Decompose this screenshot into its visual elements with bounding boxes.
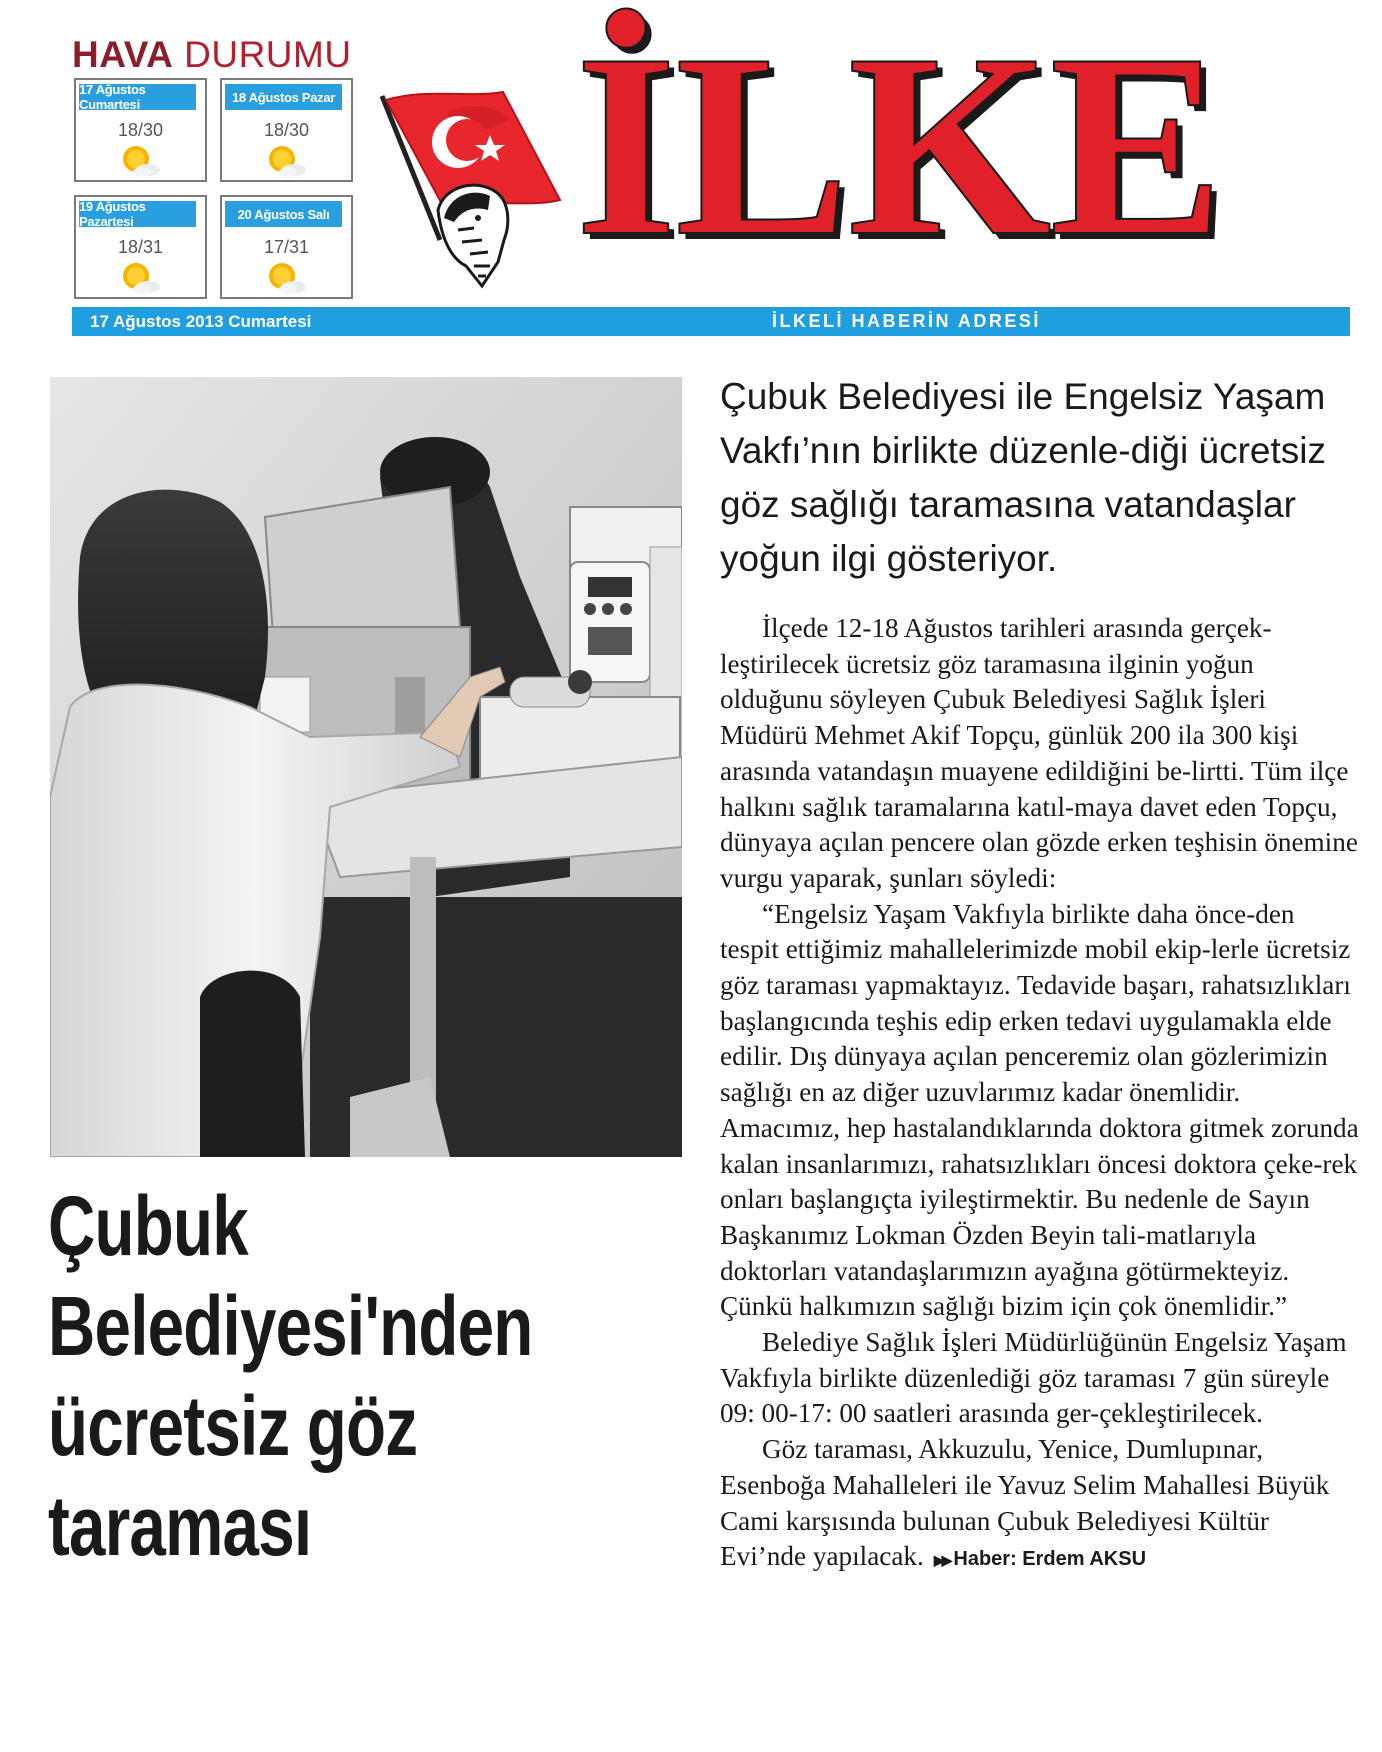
article-paragraph-last xyxy=(720,1432,1360,1579)
article-paragraph: Belediye Sağlık İşleri Müdürlüğünün Engelsiz Yaşam Vakfıyla birlikte düzenlediği göz taraması 7 gün süreyle 09: 00-17: 00 saatleri arasında ger-çekleştirilecek. xyxy=(720,1327,1347,1429)
article-paragraph: “Engelsiz Yaşam Vakfıyla birlikte daha önce-den tespit ettiğimiz mahallelerimizde mobil ekip-lerle ücretsiz göz taraması yapmaktayız. Tedavide başarı, rahatsızlıkları başlangıcında teşhis edip erken tedavi uygulamakla elde edilir. Dış dünyaya açılan penceremiz olan gözlerimizin sağlığı en az diğer uzuvlarımız kadar önemlidir. Amacımız, hep hastalandıklarında doktora gitmek zorunda kalan insanlarımızı, rahatsızlıkları öncesi doktora çeke-rek onları başlangıçta iyileştirmektir. Bu nedenle de Sayın Başkanımız Lokman Özden Beyin tali-matlarıyla doktorları vatandaşlarımızın ayağına götürmekteyiz. Çünkü halkımızın sağlığı bizim için çok önemlidir.” xyxy=(720,898,1359,1322)
masthead-strip xyxy=(72,307,1350,336)
partly-sunny-icon xyxy=(264,260,308,296)
masthead-logo: İLKE xyxy=(575,0,1223,290)
article-lead: Çubuk Belediyesi ile Engelsiz Yaşam Vakfı’nın birlikte düzenle-diği ücretsiz göz sağlığı taramasına vatandaşlar yoğun ilgi gösteriyor. xyxy=(720,376,1326,579)
weather-day-card xyxy=(74,78,207,182)
weather-title-part2: DURUMU xyxy=(184,34,352,75)
article-headline xyxy=(48,1176,688,1576)
masthead-slogan: İLKELİ HABERİN ADRESİ xyxy=(772,311,1041,331)
weather-title-part1: HAVA xyxy=(72,34,174,75)
weather-day-temp: 18/30 xyxy=(117,120,164,140)
weather-day-label: 17 Ağustos Cumartesi xyxy=(79,84,196,110)
article-paragraph: Göz taraması, Akkuzulu, Yenice, Dumlupınar, Esenboğa Mahalleleri ile Yavuz Selim Mahallesi Büyük Cami karşısında bulunan Çubuk Belediyesi Kültür Evi’nde yapılacak. xyxy=(720,1434,1330,1572)
weather-day-temp: 18/31 xyxy=(117,237,164,257)
weather-day-card xyxy=(74,195,207,299)
issue-date: 17 Ağustos 2013 Cumartesi xyxy=(90,311,312,331)
weather-day-label: 18 Ağustos Pazar xyxy=(225,84,342,110)
headline-line-2: ücretsiz göz taraması xyxy=(48,1379,418,1573)
double-arrow-icon: ▶▶ xyxy=(933,1552,950,1569)
partly-sunny-icon xyxy=(118,260,162,296)
article-paragraph: İlçede 12-18 Ağustos tarihleri arasında gerçek-leştirilecek ücretsiz göz taramasına ilginin yoğun olduğunu söyleyen Çubuk Belediyesi Sağlık İşleri Müdürü Mehmet Akif Topçu, günlük 200 ila 300 kişi arasında vatandaşın muayene edildiğini be-lirtti. Tüm ilçe halkını sağlık taramalarına katıl-maya davet eden Topçu, dünyaya açılan pencere olan gözde erken teşhisin önemine vurgu yaparak, şunları söyledi: xyxy=(720,613,1358,893)
weather-day-temp: 18/30 xyxy=(263,120,310,140)
article-body xyxy=(720,611,1360,1579)
eye-exam-photo xyxy=(50,377,682,1157)
weather-day-label: 20 Ağustos Salı xyxy=(225,201,342,227)
weather-day-card xyxy=(220,78,353,182)
partly-sunny-icon xyxy=(264,143,308,179)
weather-day-card xyxy=(220,195,353,299)
byline-text: Haber: Erdem AKSU xyxy=(953,1548,1147,1571)
weather-day-temp: 17/31 xyxy=(263,237,310,257)
turkish-flag-emblem xyxy=(378,90,568,290)
weather-day-label: 19 Ağustos Pazartesi xyxy=(79,201,196,227)
weather-title xyxy=(72,34,352,76)
partly-sunny-icon xyxy=(118,143,162,179)
headline-line-1: Çubuk Belediyesi'nden xyxy=(48,1179,533,1373)
article-byline xyxy=(934,1548,1146,1570)
